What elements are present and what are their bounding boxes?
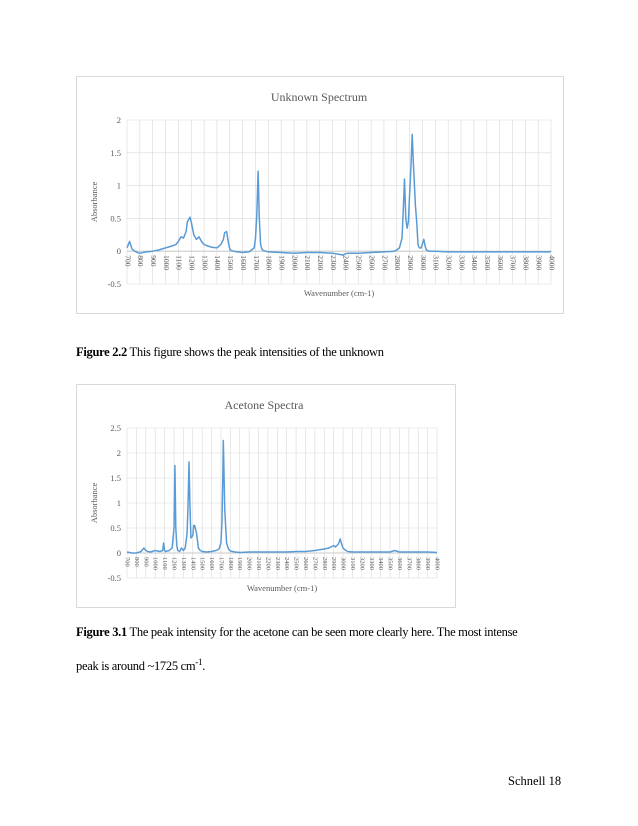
y-tick-label: 0 — [116, 246, 121, 257]
x-tick-label: 2300 — [328, 255, 338, 271]
x-tick-label: 3300 — [367, 557, 375, 570]
y-tick-label: 1.5 — [110, 147, 121, 158]
x-tick-label: 3500 — [386, 557, 394, 570]
x-tick-label: 2800 — [320, 557, 328, 570]
figure-2-2-caption — [76, 345, 384, 360]
acetone-spectra-chart — [76, 384, 456, 608]
unknown-spectrum-svg — [77, 77, 563, 313]
y-tick-label: 0.5 — [110, 523, 121, 533]
page-number: Schnell 18 — [508, 774, 562, 788]
x-tick-label: 3500 — [483, 255, 493, 271]
x-tick-label: 3600 — [495, 255, 505, 271]
x-tick-label: 1200 — [170, 557, 178, 570]
x-tick-label: 1600 — [238, 255, 248, 271]
x-tick-label: 2500 — [292, 557, 300, 570]
figure-2-2-label: Figure 2.2 — [76, 345, 127, 359]
x-tick-label: 2000 — [290, 255, 300, 271]
x-tick-label: 3000 — [339, 557, 347, 570]
x-tick-label: 3700 — [508, 255, 518, 271]
x-tick-label: 2800 — [393, 255, 403, 271]
x-tick-label: 800 — [136, 255, 146, 267]
y-tick-label: 1.5 — [110, 473, 121, 483]
x-tick-label: 1800 — [264, 255, 274, 271]
x-tick-label: 3200 — [358, 557, 366, 570]
x-tick-label: 900 — [142, 557, 150, 567]
x-tick-label: 3000 — [418, 255, 428, 271]
x-tick-label: 3300 — [457, 255, 467, 271]
x-tick-label: 1600 — [208, 557, 216, 570]
x-tick-label: 3600 — [395, 557, 403, 570]
x-tick-label: 700 — [123, 557, 131, 567]
x-tick-label: 2100 — [255, 557, 263, 570]
x-tick-label: 2200 — [316, 255, 326, 271]
y-tick-label: 1 — [116, 180, 121, 191]
x-axis-title: Wavenumber (cm-1) — [246, 583, 318, 593]
chart-title: Acetone Spectra — [224, 398, 304, 412]
y-tick-label: 1 — [116, 498, 121, 508]
x-tick-label: 2400 — [341, 255, 351, 271]
figure-3-1-line2: peak is around ~1725 cm — [76, 659, 196, 674]
x-tick-label: 1300 — [179, 557, 187, 570]
x-axis-title: Wavenumber (cm-1) — [303, 288, 375, 298]
x-tick-label: 3900 — [424, 557, 432, 570]
x-tick-label: 3800 — [414, 557, 422, 570]
x-tick-label: 1000 — [151, 557, 159, 570]
x-tick-label: 2400 — [283, 557, 291, 570]
y-tick-label: -0.5 — [107, 279, 121, 289]
x-tick-label: 3400 — [470, 255, 480, 271]
x-tick-label: 1400 — [213, 255, 223, 271]
figure-3-1-end: . — [202, 659, 206, 674]
x-tick-label: 3700 — [405, 557, 413, 570]
x-tick-label: 1700 — [251, 255, 261, 271]
x-tick-label: 2900 — [330, 557, 338, 570]
y-tick-label: 2 — [116, 448, 121, 458]
x-tick-label: 1500 — [198, 557, 206, 570]
figure-2-2-text: This figure shows the peak intensities of the unknown — [126, 345, 384, 359]
x-tick-label: 2200 — [264, 557, 272, 570]
x-tick-label: 1100 — [174, 255, 184, 270]
x-tick-label: 3100 — [348, 557, 356, 570]
x-tick-label: 900 — [148, 255, 158, 267]
x-tick-label: 3900 — [534, 255, 544, 271]
x-tick-label: 2700 — [380, 255, 390, 271]
x-tick-label: 2600 — [367, 255, 377, 271]
x-tick-label: 800 — [132, 557, 140, 567]
x-tick-label: 3200 — [444, 255, 454, 271]
x-tick-label: 1800 — [226, 557, 234, 570]
x-tick-label: 2000 — [245, 557, 253, 570]
x-tick-label: 3400 — [377, 557, 385, 570]
y-tick-label: 0.5 — [110, 213, 121, 224]
y-tick-label: 0 — [116, 548, 121, 558]
y-tick-label: 2.5 — [110, 423, 121, 433]
figure-3-1-text: The peak intensity for the acetone can be seen more clearly here. The most intense — [126, 625, 518, 639]
x-tick-label: 1700 — [217, 557, 225, 570]
series-line-acetone — [127, 441, 437, 554]
figure-3-1-label: Figure 3.1 — [76, 625, 127, 639]
x-tick-label: 700 — [123, 255, 133, 267]
y-tick-label: -0.5 — [107, 573, 121, 583]
y-axis-title: Absorbance — [89, 181, 99, 223]
x-tick-label: 4000 — [547, 255, 557, 271]
x-tick-label: 1500 — [226, 255, 236, 271]
x-tick-label: 2900 — [405, 255, 415, 271]
acetone-spectra-svg — [77, 385, 455, 607]
x-tick-label: 3100 — [431, 255, 441, 271]
x-tick-label: 1300 — [200, 255, 210, 271]
x-tick-label: 2100 — [303, 255, 313, 271]
x-tick-label: 1000 — [161, 255, 171, 271]
x-tick-label: 2500 — [354, 255, 364, 271]
x-tick-label: 3800 — [521, 255, 531, 271]
x-tick-label: 2700 — [311, 557, 319, 570]
x-tick-label: 1100 — [161, 557, 169, 570]
unknown-spectrum-chart — [76, 76, 564, 314]
x-tick-label: 1900 — [236, 557, 244, 570]
y-axis-title: Absorbance — [89, 482, 99, 524]
chart-title: Unknown Spectrum — [270, 90, 368, 104]
x-tick-label: 2600 — [302, 557, 310, 570]
figure-3-1-caption — [76, 625, 517, 640]
x-tick-label: 1400 — [189, 557, 197, 570]
y-tick-label: 2 — [116, 115, 121, 125]
x-tick-label: 1900 — [277, 255, 287, 271]
figure-3-1-superscript: -1 — [195, 657, 203, 667]
figure-3-1-caption-line2 — [76, 657, 205, 674]
x-tick-label: 1200 — [187, 255, 197, 271]
x-tick-label: 2300 — [273, 557, 281, 570]
x-tick-label: 4000 — [433, 557, 441, 570]
